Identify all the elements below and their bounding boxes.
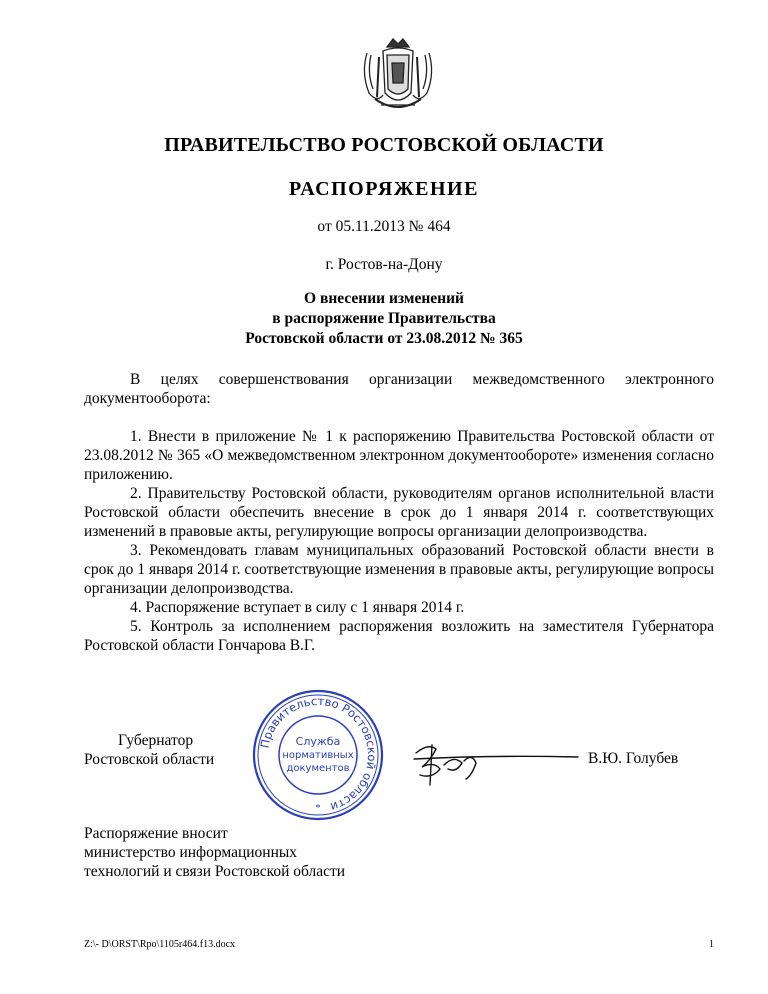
intro-paragraph: В целях совершенствования организации межведомственного электронного документооборота: [84, 371, 714, 407]
signatory-name: В.Ю. Голубев [588, 750, 679, 767]
order-item: 1. Внести в приложение № 1 к распоряжению Правительства Ростовской области от 23.08.2012 № 365 «О межведомственном электронном документообороте» изменения согласно приложению. [84, 428, 714, 483]
handwritten-signature [410, 735, 580, 790]
stamp-center-text: документов [286, 763, 350, 774]
stamp-center-text: нормативных [282, 750, 354, 761]
signatory-title-line: Губернатор [118, 732, 194, 749]
order-items [84, 427, 714, 655]
document-subject [0, 289, 768, 349]
document-type: РАСПОРЯЖЕНИЕ [289, 178, 479, 200]
file-path-footer: Z:\- D\ORST\Rpo\1105r464.f13.docx [84, 939, 236, 950]
order-item: 2. Правительству Ростовской области, руководителям органов исполнительной власти Ростовской области обеспечить внесение в срок до 1 января 2014 г. соответствующих изменений в правовые акты, регулирующие вопросы организации делопроизводства. [84, 485, 714, 540]
note-line: Распоряжение вносит [84, 825, 228, 842]
submitter-note [84, 824, 345, 881]
order-item: 4. Распоряжение вступает в силу с 1 января 2014 г. [130, 599, 465, 616]
organization-title: ПРАВИТЕЛЬСТВО РОСТОВСКОЙ ОБЛАСТИ [164, 134, 604, 156]
order-item: 3. Рекомендовать главам муниципальных образований Ростовской области внести в срок до 1 января 2014 г. соответствующие изменения в правовые акты, регулирующие вопросы организации делопроизводства. [84, 542, 714, 597]
coat-of-arms-emblem [357, 33, 439, 117]
stamp-center-text: Служба [295, 735, 341, 748]
subject-line: в распоряжение Правительства [272, 310, 496, 327]
stamp-ring-text: Правительство Ростовской области [257, 693, 380, 815]
document-date-number: от 05.11.2013 № 464 [317, 218, 451, 235]
subject-line: Ростовской области от 23.08.2012 № 365 [245, 330, 523, 347]
note-line: технологий и связи Ростовской области [84, 863, 346, 880]
order-item: 5. Контроль за исполнением распоряжения возложить на заместителя Губернатора Ростовской области Гончарова В.Г. [84, 618, 714, 654]
document-city: г. Ростов-на-Дону [325, 256, 443, 273]
official-stamp [250, 687, 386, 823]
svg-text:*: * [315, 803, 321, 814]
signatory-title [84, 731, 214, 769]
signatory-title-line: Ростовской области [84, 751, 215, 768]
note-line: министерство информационных [84, 844, 298, 861]
subject-line: О внесении изменений [304, 290, 464, 307]
page-number: 1 [709, 939, 714, 950]
